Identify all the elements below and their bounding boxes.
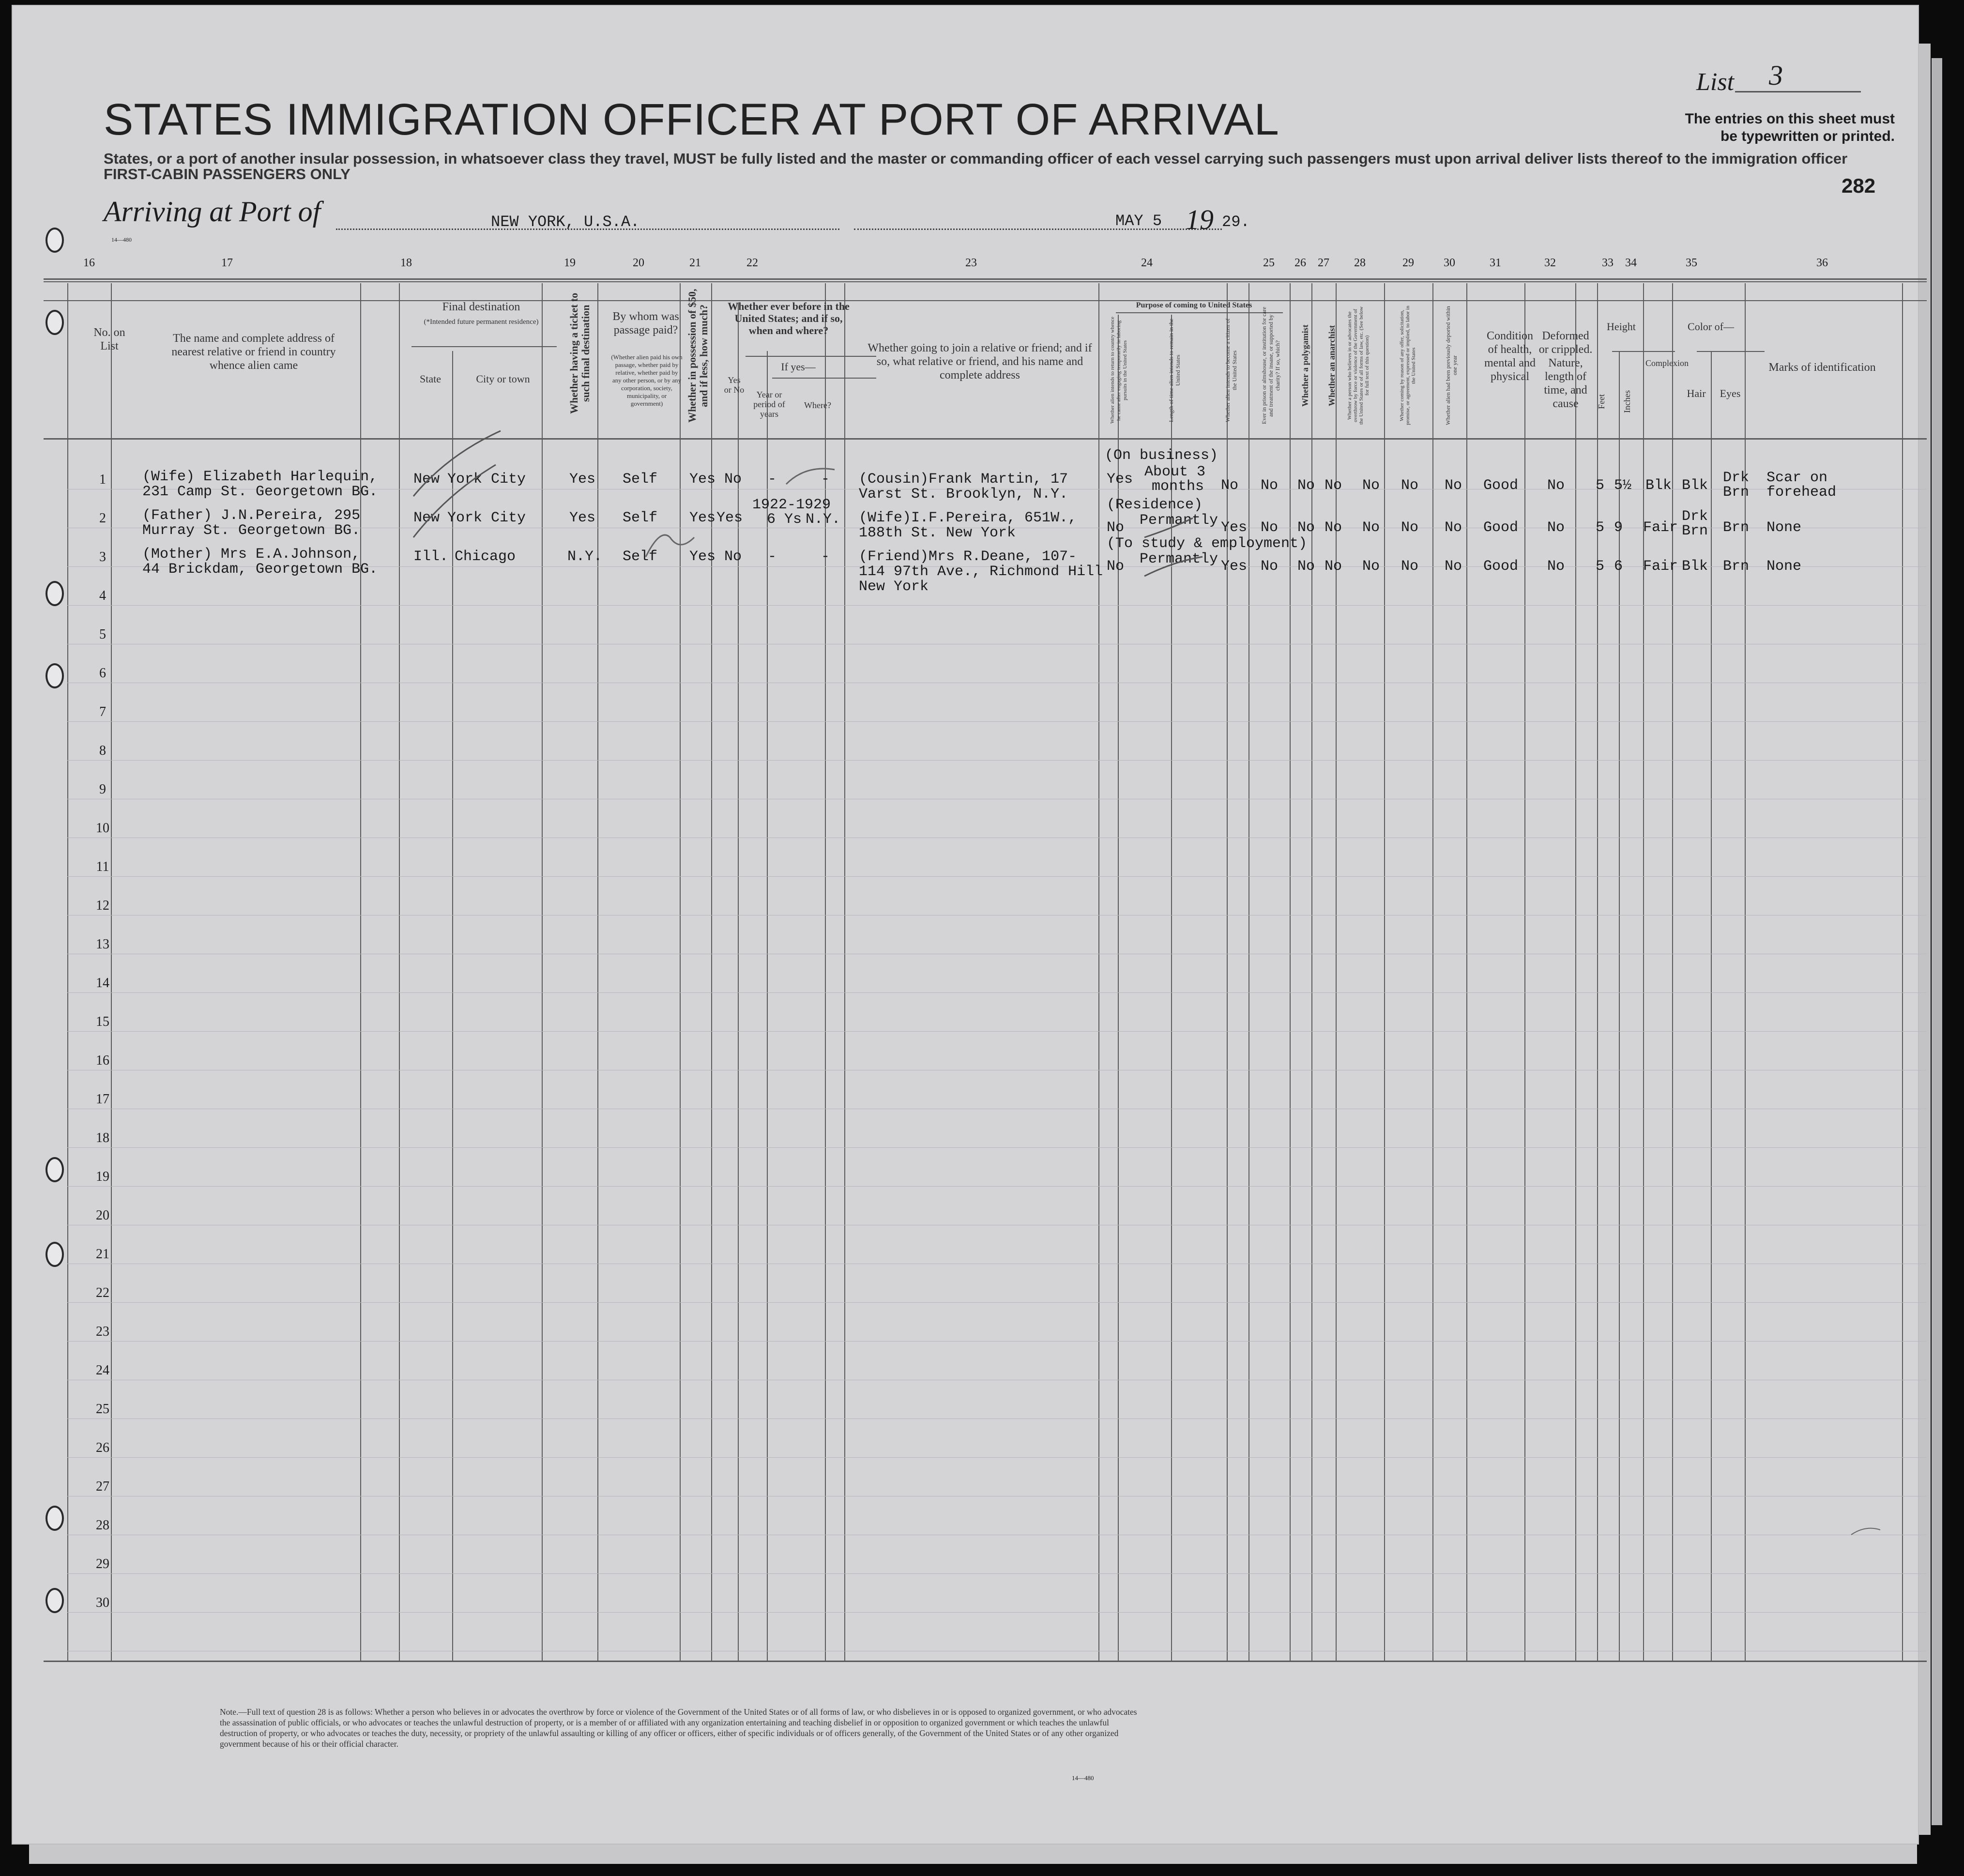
row-rule (67, 876, 1926, 877)
column-rule (399, 283, 400, 1661)
row-rule (67, 1573, 1926, 1574)
row-number: 26 (96, 1440, 109, 1455)
relative-cell: Murray St. Georgetown BG. (142, 522, 361, 539)
join-cell: (Cousin)Frank Martin, 17 (859, 471, 1068, 488)
header-final-destination: Final destination (442, 301, 520, 313)
marks-cell: None (1766, 558, 1802, 575)
ticket-cell: N.Y. (567, 549, 603, 565)
hair-cell: Brn (1682, 523, 1708, 539)
join-cell: 114 97th Ave., Richmond Hill (859, 564, 1103, 580)
feet-cell: 5 (1596, 477, 1605, 494)
column-rule (67, 283, 68, 1661)
row-rule (67, 1341, 1926, 1342)
row-rule (67, 992, 1926, 993)
row-number: 12 (96, 898, 109, 913)
row-number: 5 (99, 627, 106, 642)
header-overthrow: Whether a person who believes in or advocates the overthrow by force or violence of the Government of the United States or of all forms of law, etc. (See below for full text of this question) (1347, 306, 1370, 425)
anarchist-cell: No (1325, 477, 1342, 494)
money-cell: Yes (689, 471, 716, 488)
overthrow-cell: No (1362, 477, 1380, 494)
header-money: Whether in possession of $50, and if less, how much? (686, 289, 710, 423)
column-number: 18 (400, 257, 412, 269)
row-number: 10 (96, 821, 109, 836)
deformed-cell: No (1547, 558, 1565, 575)
row-number: 27 (96, 1479, 109, 1494)
punch-hole-icon (46, 228, 64, 253)
city-cell: York City (447, 510, 526, 526)
header-paid-by-note: (Whether alien paid his own passage, whether paid by relative, whether paid by any other person, or by any corporation, society, municipality, or government) (611, 353, 683, 407)
deported-cell: No (1445, 519, 1462, 536)
row-rule (67, 1612, 1926, 1613)
arriving-label: Arriving at Port of (104, 196, 321, 228)
row-number: 13 (96, 937, 109, 952)
row-number: 14 (96, 976, 109, 991)
date-value: MAY 5 (1115, 212, 1162, 230)
column-rule (1118, 315, 1119, 1661)
row-number: 16 (96, 1053, 109, 1068)
join-cell: (Wife)I.F.Pereira, 651W., (859, 510, 1077, 526)
return-cell: No (1107, 558, 1125, 575)
ticket-cell: Yes (569, 471, 596, 488)
list-label: List (1696, 68, 1735, 96)
money-cell: Yes (689, 510, 716, 526)
rule (44, 281, 1927, 282)
header-paid-by: By whom was passage paid? (612, 310, 679, 336)
row-rule (67, 1457, 1926, 1458)
footer-note: Note.—Full text of question 28 is as follows: Whether a person who believes in or advocates the overthrow by force or violence of the Government of the United States or of all forms of law, or who disbelieves in or is opposed to organized government, or who advocates the assassination of public officials, or who advocates or teaches the unlawful destruction of property, or is a member of or affiliated with any organization entertaining and teaching disbelief in or opposition to organized government or which teaches the unlawful destruction of property, or who advocates or teaches the duty, necessity, or propriety of the unlawful assaulting or killing of any officer or officers, either of specific individuals or of officers generally, of the Government of the United States or of any other organized government because of his or their official character. (220, 1707, 1137, 1749)
column-rule (1098, 283, 1099, 1661)
anarchist-cell: No (1325, 558, 1342, 575)
overthrow-cell: No (1362, 558, 1380, 575)
deformed-cell: No (1547, 477, 1565, 494)
inches-cell: 5½ (1614, 477, 1632, 494)
eyes-cell: Brn (1723, 558, 1750, 575)
column-number: 33 (1602, 257, 1614, 269)
rule (1116, 312, 1283, 313)
column-number: 30 (1444, 257, 1455, 269)
marks-cell: Scar on (1766, 470, 1828, 486)
length-cell: Permantly (1140, 551, 1218, 567)
complexion-cell: Blk (1645, 477, 1672, 494)
eyes-cell: Brn (1723, 519, 1750, 536)
header-polygamist: Whether a polygamist (1300, 324, 1310, 407)
inches-cell: 6 (1614, 558, 1623, 575)
column-rule (1643, 283, 1644, 1661)
before-cell: No (724, 549, 742, 565)
polygamist-cell: No (1297, 477, 1315, 494)
header-feet: Feet (1597, 394, 1606, 410)
row-rule (67, 721, 1926, 722)
column-rule (1619, 351, 1620, 1661)
page-edge (1932, 58, 1942, 1825)
rule (772, 378, 876, 379)
citizen-cell: Yes (1221, 519, 1248, 536)
paid-by-cell: Self (623, 510, 658, 526)
form-code-top: 14—480 (111, 236, 132, 243)
where-cell: N.Y. (806, 511, 841, 528)
row-number: 6 (99, 666, 106, 681)
row-number: 8 (99, 743, 106, 758)
header-prison: Ever in prison or almshouse, or institution for care and treatment of the insane, or supported by charity? If so, which? (1261, 306, 1281, 425)
list-number: 3 (1769, 60, 1783, 91)
state-cell: Ill. (413, 549, 449, 565)
row-number: 7 (99, 704, 106, 719)
state-cell: New (413, 471, 440, 488)
row-number: 22 (96, 1285, 109, 1300)
prison-cell: No (1261, 519, 1279, 536)
length-cell: months (1152, 478, 1204, 495)
column-rule (542, 283, 543, 1661)
column-number: 27 (1318, 257, 1329, 269)
row-number: 23 (96, 1324, 109, 1339)
header-deported: Whether alien had been previously deported within one year (1445, 306, 1458, 425)
column-rule (1290, 283, 1291, 1661)
column-number: 28 (1354, 257, 1366, 269)
marks-cell: None (1766, 519, 1802, 536)
row-number: 17 (96, 1092, 109, 1107)
join-cell: 188th St. New York (859, 525, 1016, 541)
column-rule (1711, 351, 1712, 1661)
row-number: 21 (96, 1247, 109, 1262)
column-number: 31 (1490, 257, 1501, 269)
city-cell: York City (447, 471, 526, 488)
row-number: 3 (99, 549, 106, 564)
years-cell: 6 Ys (767, 511, 802, 528)
join-cell: Varst St. Brooklyn, N.Y. (859, 486, 1068, 503)
header-health: Condition of health, mental and physical (1484, 330, 1536, 383)
page-title: STATES IMMIGRATION OFFICER AT PORT OF ARRIVAL (104, 95, 1279, 144)
polygamist-cell: No (1297, 558, 1315, 575)
health-cell: Good (1483, 477, 1519, 494)
polygamist-cell: No (1297, 519, 1315, 536)
city-cell: Chicago (455, 549, 516, 565)
relative-cell: (Wife) Elizabeth Harlequin, (142, 469, 378, 485)
header-length-stay: Length of time alien intends to remain in the United States (1168, 319, 1181, 422)
page-number: 282 (1842, 174, 1876, 197)
purpose-note: (To study & employment) (1107, 535, 1308, 552)
ticket-cell: Yes (569, 510, 596, 526)
row-number: 29 (96, 1556, 109, 1571)
row-number: 4 (99, 588, 106, 603)
marks-cell: forehead (1766, 484, 1837, 501)
prison-cell: No (1261, 558, 1279, 575)
row-number: 2 (99, 511, 106, 526)
manifest-sheet (12, 5, 1919, 1845)
row-number: 19 (96, 1169, 109, 1184)
contract-cell: No (1401, 558, 1419, 575)
paid-by-cell: Self (623, 549, 658, 565)
list-underline (1735, 91, 1861, 92)
column-number: 34 (1625, 257, 1637, 269)
paid-by-cell: Self (623, 471, 658, 488)
header-year: Year or period of years (753, 390, 785, 419)
port-value: NEW YORK, U.S.A. (491, 213, 640, 231)
row-rule (67, 760, 1926, 761)
purpose-note: (On business) (1105, 447, 1218, 464)
column-number: 22 (746, 257, 758, 269)
entries-note-line: The entries on this sheet must (1685, 111, 1895, 127)
overthrow-cell: No (1362, 519, 1380, 536)
anarchist-cell: No (1325, 519, 1342, 536)
contract-cell: No (1401, 519, 1419, 536)
header-city: City or town (476, 373, 530, 385)
column-number: 32 (1544, 257, 1556, 269)
row-number: 30 (96, 1595, 109, 1610)
header-final-destination-note: (*Intended future permanent residence) (424, 318, 539, 326)
row-rule (67, 1302, 1926, 1303)
header-height: Height (1607, 320, 1636, 333)
header-where: Where? (804, 400, 831, 410)
year-suffix: 29. (1222, 213, 1250, 231)
row-number: 28 (96, 1518, 109, 1533)
header-state: State (420, 373, 441, 385)
column-number: 19 (564, 257, 576, 269)
rule (411, 346, 557, 347)
years-cell: - (768, 471, 777, 488)
eyes-cell: Brn (1723, 484, 1750, 501)
header-no-on-list: No. on List (93, 326, 125, 352)
row-number: 24 (96, 1363, 109, 1378)
header-yes-no: Yes or No (724, 375, 745, 395)
contract-cell: No (1401, 477, 1419, 494)
column-number: 36 (1816, 257, 1828, 269)
column-number: 25 (1263, 257, 1275, 269)
relative-cell: (Mother) Mrs E.A.Johnson, (142, 546, 361, 563)
row-rule (67, 605, 1926, 606)
column-rule (825, 283, 826, 1661)
row-number: 20 (96, 1208, 109, 1223)
class-line: FIRST-CABIN PASSENGERS ONLY (104, 166, 350, 183)
hair-cell: Drk (1682, 508, 1708, 525)
header-color: Color of— (1688, 320, 1734, 333)
entries-note (1648, 110, 1895, 145)
before-cell: Yes (716, 510, 743, 526)
rule (746, 356, 876, 357)
form-code: 14—480 (1072, 1774, 1094, 1782)
deported-cell: No (1445, 558, 1462, 575)
column-number: 20 (633, 257, 644, 269)
header-marks: Marks of identification (1768, 361, 1876, 374)
column-number: 16 (83, 257, 95, 269)
row-number: 9 (99, 782, 106, 797)
hair-cell: Blk (1682, 558, 1708, 575)
row-number: 1 (99, 472, 106, 487)
column-number: 17 (221, 257, 233, 269)
complexion-cell: Fair (1643, 519, 1678, 536)
where-cell: - (821, 549, 830, 565)
relative-cell: (Father) J.N.Pereira, 295 (142, 507, 361, 524)
header-ticket: Whether having a ticket to such final destination (568, 292, 592, 414)
column-rule (1248, 283, 1249, 1661)
state-cell: New (413, 510, 440, 526)
purpose-note: (Residence) (1107, 497, 1203, 513)
deported-cell: No (1445, 477, 1462, 494)
length-cell: About 3 (1144, 464, 1206, 480)
column-number: 23 (965, 257, 977, 269)
column-rule (767, 351, 768, 1661)
column-rule (1384, 283, 1385, 1661)
prison-cell: No (1261, 477, 1279, 494)
header-anarchist: Whether an anarchist (1327, 325, 1337, 406)
inches-cell: 9 (1614, 519, 1623, 536)
row-number: 11 (96, 859, 109, 874)
column-rule (597, 283, 598, 1661)
feet-cell: 5 (1596, 558, 1605, 575)
row-rule (67, 1147, 1926, 1148)
column-rule (1524, 283, 1525, 1661)
row-rule (67, 1418, 1926, 1419)
column-rule (1466, 283, 1467, 1661)
row-number: 18 (96, 1130, 109, 1145)
rule (44, 1661, 1927, 1662)
health-cell: Good (1483, 519, 1519, 536)
row-number: 15 (96, 1014, 109, 1029)
citizen-cell: No (1221, 477, 1239, 494)
column-rule (844, 283, 845, 1661)
column-number: 29 (1402, 257, 1414, 269)
page-edge (29, 1845, 1917, 1864)
join-cell: New York (859, 579, 929, 595)
row-rule (67, 1186, 1926, 1187)
years-cell: 1922-1929 (752, 497, 831, 513)
column-rule (1672, 283, 1673, 1661)
column-rule (1902, 283, 1903, 1661)
header-deformed: Deformed or crippled. Nature, length of time, and cause (1538, 330, 1593, 410)
entries-note-line: be typewritten or printed. (1720, 128, 1895, 144)
header-return: Whether alien intends to return to country whence he came after engaging temporarily in laboring pursuits in the United States (1110, 317, 1128, 424)
complexion-cell: Fair (1643, 558, 1678, 575)
column-rule (680, 283, 681, 1661)
health-cell: Good (1483, 558, 1519, 575)
column-rule (711, 283, 712, 1661)
column-rule (1432, 283, 1433, 1661)
column-number: 21 (689, 257, 701, 269)
return-cell: Yes (1107, 471, 1133, 488)
feet-cell: 5 (1596, 519, 1605, 536)
instruction-text: States, or a port of another insular possession, in whatsoever class they travel, MUST be fully listed and the master or commanding officer of each vessel carrying such passengers must upon arrival deliver lists thereof to the immigration officer (104, 150, 1848, 167)
years-cell: - (768, 549, 777, 565)
header-hair: Hair (1687, 387, 1706, 399)
hair-cell: Blk (1682, 477, 1708, 494)
column-number: 24 (1141, 257, 1153, 269)
rule (44, 438, 1927, 440)
deformed-cell: No (1547, 519, 1565, 536)
where-cell: - (821, 471, 830, 488)
header-inches: Inches (1622, 390, 1632, 413)
column-rule (452, 351, 453, 1661)
column-number: 26 (1294, 257, 1306, 269)
header-if-yes: If yes— (781, 361, 816, 373)
relative-cell: 231 Camp St. Georgetown BG. (142, 484, 378, 500)
money-cell: Yes (689, 549, 716, 565)
length-cell: Permantly (1140, 512, 1218, 529)
relative-cell: 44 Brickdam, Georgetown BG. (142, 561, 378, 578)
header-eyes: Eyes (1720, 387, 1741, 399)
header-join-relative: Whether going to join a relative or friend; and if so, what relative or friend, and his name and complete address (868, 342, 1092, 381)
rule (44, 300, 1927, 301)
row-rule (67, 1031, 1926, 1032)
header-citizen: Whether alien intends to become a citizen of the United States (1224, 318, 1238, 423)
rule (1697, 351, 1765, 352)
join-cell: (Friend)Mrs R.Deane, 107- (859, 549, 1077, 565)
date-line (854, 229, 1222, 230)
header-contract: Whether coming by reason of any offer, solicitation, promise, or agreement, expressed or implied, to labor in the United States (1399, 305, 1416, 426)
rule (44, 278, 1927, 280)
row-number: 25 (96, 1402, 109, 1417)
header-before-us: Whether ever before in the United States; and if so, when and where? (728, 300, 850, 336)
return-cell: No (1107, 519, 1125, 536)
header-purpose: Purpose of coming to United States (1136, 301, 1252, 309)
eyes-cell: Drk (1723, 470, 1750, 486)
column-number: 35 (1686, 257, 1697, 269)
header-relative: The name and complete address of nearest relative or friend in country whence alien came (171, 332, 336, 372)
citizen-cell: Yes (1221, 558, 1248, 575)
column-rule (1575, 283, 1576, 1661)
before-cell: No (724, 471, 742, 488)
header-complexion: Complexion (1645, 358, 1689, 368)
year-prefix: 19 (1186, 204, 1214, 235)
